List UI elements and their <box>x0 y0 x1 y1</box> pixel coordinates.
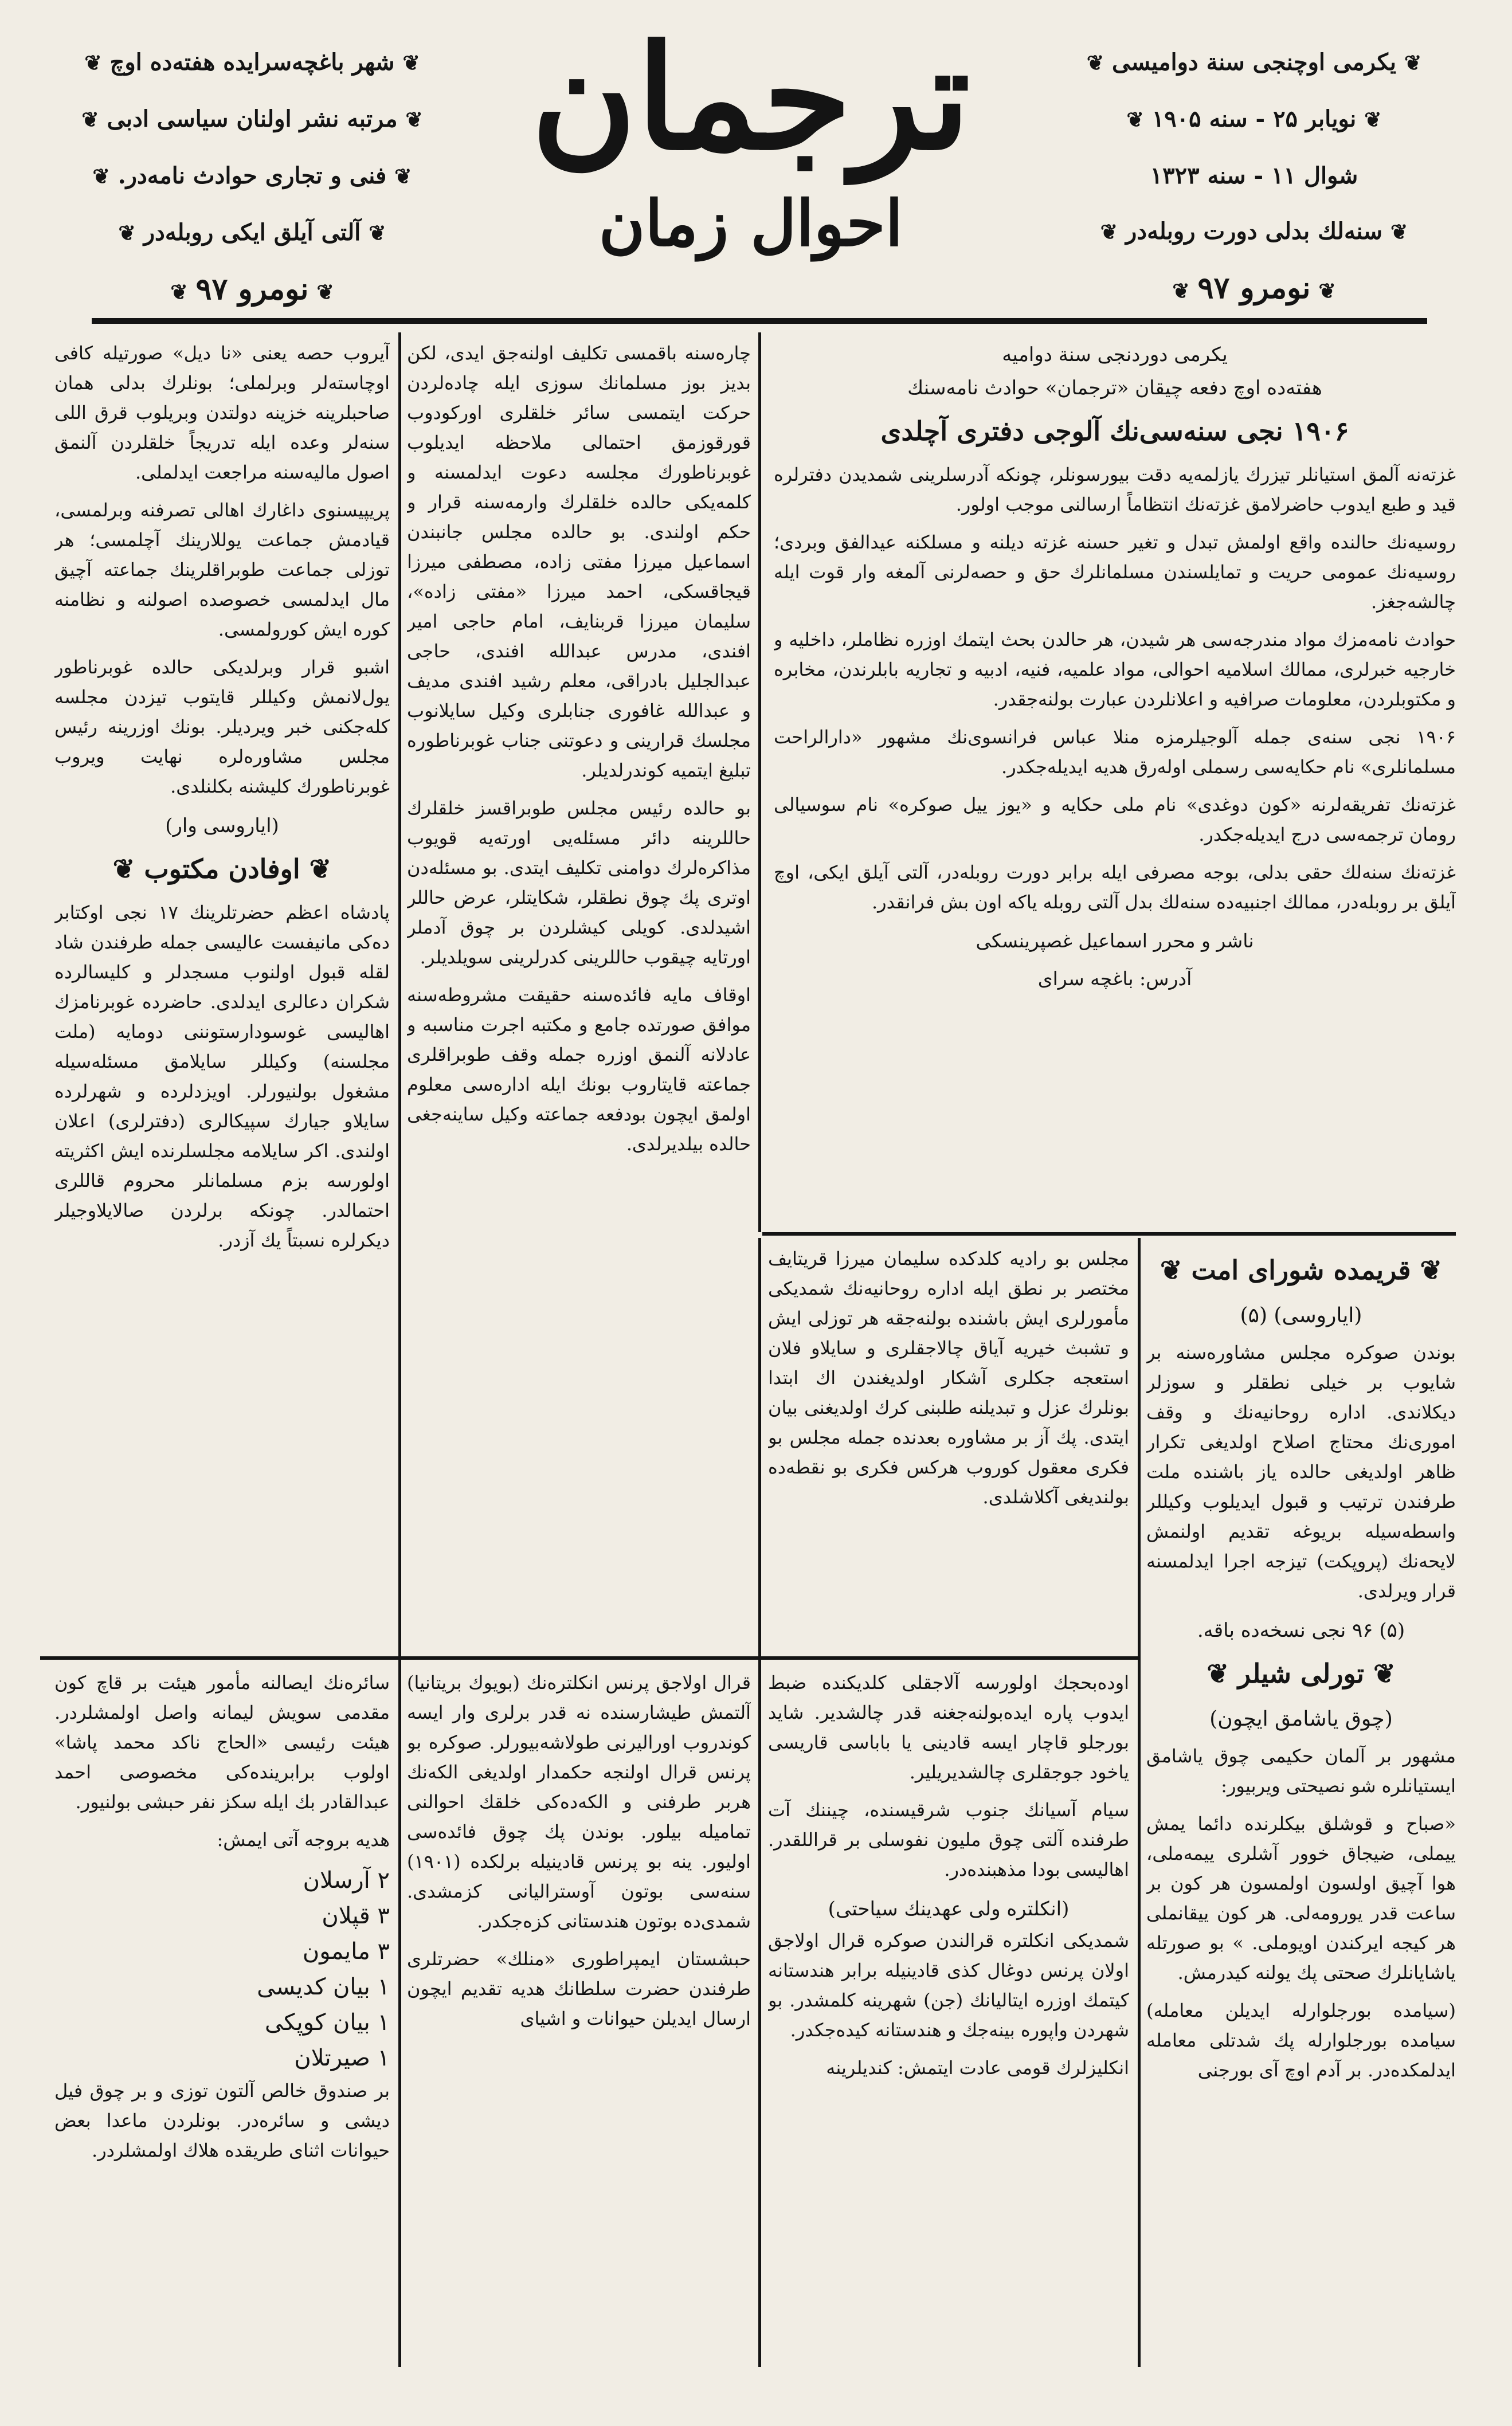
paragraph: انکلیزلرك قومی عادت ایتمش: کندیلرینه <box>826 2057 1129 2079</box>
paragraph: بوندن صوکره مجلس مشاوره‌سنه بر شایوب بر خیلی نطقلر و سوزلر دیکلاندی. اداره روحانیه‌نك و وقف اموری‌نك محتاج اصلاح اولدیغی تکرار ظاهر اولدیغی حالده یاز باشنده ملت طرفندن ترتیب و قبول ایدیلوب وکیللر واسطه‌سیله بریوغه تقدیم اولنمش لایحه‌نك (پروپکت) تیزجه اجرا ایدلمسنه قرار ویرلدی. <box>1146 1342 1456 1602</box>
ornament-icon: ❦ <box>1160 1255 1192 1285</box>
column-divider <box>758 332 761 1232</box>
paragraph: پریپیسنوی داغارك اهالی تصرفنه وبرلمسی، قیادمش جماعت یوللارینك آچلمسی؛ هر توزلی جماعت طوبراقلرینك جماعته آچیق مال ایدلمسی خصوصده اصولنه و نظامنه کوره ایش کورولمسی. <box>54 499 390 640</box>
paragraph: مشهور بر آلمان حکیمی چوق یاشامق ایستیانلره شو نصیحتی ویربیور: <box>1146 1745 1456 1797</box>
paragraph: هدیه بروجه آتی ایمش: <box>217 1829 390 1851</box>
column-divider <box>1138 1238 1141 2367</box>
address-line: آدرس: باغچه سرای <box>1037 967 1192 990</box>
newspaper-subtitle: احوال زمان <box>598 186 903 260</box>
masthead-left-line: ❦فنی و تجاری حوادث نامه‌در.❦ <box>34 148 470 205</box>
masthead-right-line: ❦نویابر ۲۵ - سنه ۱۹۰۵❦ <box>1036 91 1472 148</box>
list-item: ۱ صیرتلان <box>294 2045 390 2071</box>
ornament-icon: ❦ <box>118 221 136 245</box>
continued-note: (ایاروسی وار) <box>165 814 279 837</box>
column-bottom-right <box>768 1668 1129 2361</box>
masthead-rule <box>92 318 1427 324</box>
masthead-title-block <box>504 11 997 264</box>
crimea-heading: ❦ قریمده شورای امت ❦ <box>1160 1255 1443 1285</box>
masthead-right-line: ❦سنه‌لك بدلی دورت روبله‌در❦ <box>1036 203 1472 260</box>
newspaper-title: ترجمان <box>531 13 971 182</box>
ornament-icon: ❦ <box>300 853 332 884</box>
column-middle <box>407 338 751 1565</box>
paragraph: حبشستان ایمپراطوری «منلك» حضرتلری طرفندن حضرت سلطانك هدیه تقدیم ایچون ارسال ایدیلن حیوانات و اشیای <box>407 1948 751 2029</box>
ornament-icon: ❦ <box>1086 51 1104 75</box>
list-item: ۳ مایمون <box>302 1938 390 1965</box>
paragraph: سائره‌نك ایصالنه مأمور هیئت بر قاچ کون مقدمی سویش لیمانه واصل اولمشلردر. هیئت رئیسی «الحاج ناكد محمد پاشا» اولوب برابرینده‌کی مخصوصی احمد عبدالقادر بك ایله سکز نفر حبشی بولنیور. <box>54 1672 390 1813</box>
masthead-left <box>34 34 470 320</box>
column-announcement <box>774 338 1456 1226</box>
list-item: ۱ بیان کوپکی <box>265 2009 390 2036</box>
masthead-left-line: ❦شهر باغچه‌سرایده هفته‌ده اوچ❦ <box>34 34 470 91</box>
paragraph: مجلس بو رادیه کلدکده سلیمان میرزا قریتایف مختصر بر نطق ایله اداره روحانیه‌نك شمدیکی مأمورلری ایش باشنده بولنه‌جقه هر توزلی ایش و تشبث خیریه آیاق چالاجقلری و سایلاو فلان استعجه جکلری آشکار اولدیغندن اك ابتدا بونلرك عزل و تبدیلنه طلبنی کرك اولدیغنی بیان ایتدی. پك آز بر مشاوره بعدنده جمله مجلس بو فکری معقول کوروب هرکس فکری بو نقطه‌ده بولندیغی آکلاشلدی. <box>768 1248 1129 1508</box>
ornament-icon: ❦ <box>112 853 144 884</box>
paragraph: سیام آسیانك جنوب شرقیسنده، چیننك آت طرفنده آلتی چوق ملیون نفوسلی بر قراللقدر. اهالیسی بودا مذهبنده‌در. <box>768 1799 1129 1880</box>
ornament-icon: ❦ <box>394 164 412 189</box>
section-rule <box>762 1232 1456 1236</box>
column-bottom-left <box>54 1668 390 2361</box>
ornament-icon: ❦ <box>1207 1658 1238 1689</box>
paragraph: حوادث نامه‌مزك مواد مندرجه‌سی هر شیدن، هر حالدن بحث ایتمك اوزره نظاملر، داخلیه و خارجیه خبرلری، ممالك اسلامیه احوالی، مواد علمیه، فنیه، ادبیه و تجاریه بابلرندن، مخابره و مکتوبلردن، معلومات صرافیه و اعلانلردن عبارت بولنه‌جقدر. <box>774 629 1456 710</box>
ornament-icon: ❦ <box>1411 1255 1443 1285</box>
ornament-icon: ❦ <box>1172 279 1190 303</box>
masthead-right-line: شوال ۱۱ - سنه ۱۳۲۳ <box>1150 162 1358 189</box>
ornament-icon: ❦ <box>170 280 188 304</box>
article-subheading: (انکلتره ولی عهدینك سیاحتی) <box>828 1898 1070 1921</box>
ornament-icon: ❦ <box>81 108 99 132</box>
ornament-icon: ❦ <box>92 164 110 189</box>
column-left <box>54 338 390 1651</box>
list-item: ۲ آرسلان <box>303 1867 390 1894</box>
paragraph: غزته‌نك تفریقه‌لرنه «کون دوغدی» نام ملی حکایه و «یوز ییل صوکره» نام سوسیالی رومان ترجمه‌سی درج ایدیله‌جکدر. <box>774 794 1456 845</box>
ornament-icon: ❦ <box>316 280 334 304</box>
footnote: (۵) ۹۶ نجی نسخه‌ده باقه. <box>1197 1619 1405 1642</box>
paragraph: ۱۹۰۶ نجی سنه‌ی جمله آلوجیلرمزه منلا عباس فرانسوی‌نك مشهور «دارالراحت مسلمانلری» نام حکایه‌سی رسملی اوله‌رق هدیه ایدیله‌جکدر. <box>774 726 1456 778</box>
paragraph: اوقاف مایه فائده‌سنه حقیقت مشروطه‌سنه موافق صورتده جامع و مکتبه اجرت مناسبه و عادلانه آلنمق اوزره جمله وقف طوبراقلری جماعته قایتاروب بونك ایله اداره‌سی معلوم اولمق ایچون بودفعه جماعته وکیل ساینه‌جغی حالده بیلدیرلدی. <box>407 984 751 1155</box>
announcement-line: هفته‌ده اوچ دفعه چیقان «ترجمان» حوادث نامه‌سنك <box>907 377 1322 399</box>
paragraph: قرال اولاجق پرنس انکلتره‌نك (بویوك بریتانیا) آلتمش طیشارسنده نه قدر برلری وار ایسه کوندروب اوراليرنی طولاشه‌بیورلر. صوکره بو پرنس قرال اولنجه حکمدار اولدیغی الکه‌نك هربر طرفنی و الکه‌ده‌کی خلقك احوالنی تمامیله بیلور. بوندن پك چوق فائده‌سی اولیور. ینه بو پرنس قادینیله برلکده (۱۹۰۱) سنه‌سی بوتون آوستراليانی کزمشدی. شمدی‌ده بوتون هندستانی کزه‌جکدر. <box>407 1672 751 1932</box>
paragraph: اشبو قرار وبرلدیکی حالده غوبرناطور یول‌لانمش وکیللر قایتوب تیزدن مجلسه کله‌جکنی خبر ویردیلر. بونك اوزرینه رئیس مجلس مشاوره‌لره نهایت ویروب غوبرناطورك کلیشنه بکلنلدی. <box>54 656 390 797</box>
masthead-left-line: ❦آلتی آیلق ایکی روبله‌در❦ <box>34 205 470 261</box>
paragraph: شمدیکی انکلتره قرالندن صوکره قرال اولاجق اولان پرنس دوغال کذی قادینیله برابر هندستانه کیتمك اوزره ایتالیانك (جن) شهرینه کلمشدر. بو شهردن واپوره بینه‌جك و هندستانه کیده‌جکدر. <box>768 1930 1129 2041</box>
column-crimea <box>1146 1244 1456 2361</box>
paragraph: «صباح و قوشلق بیکلرنده دائما یمش ییملی، ضیجاق خوور آشلری ییمه‌ملی، هوا آچیق اولسون اولمسون هر کون بر ساعت قدر یورومه‌لی. هر کون ییقانملی هر کیجه ایرکندن اویوملی. » بو صورتله یاشایانلرك صحتی پك یولنه کیدرمش. <box>1146 1813 1456 1984</box>
announcement-heading: ۱۹۰۶ نجی سنه‌سی‌نك آلوجی دفتری آچلدی <box>880 416 1349 446</box>
ornament-icon: ❦ <box>369 221 386 245</box>
list-item: ۳ قپلان <box>322 1903 390 1929</box>
paragraph: بر صندوق خالص آلتون توزی و بر چوق فیل دیشی و سائره‌در. بونلردن ماعدا بعض حیوانات اثنای طریقده هلاك اولمشلردر. <box>54 2080 390 2161</box>
ornament-icon: ❦ <box>1126 108 1144 132</box>
issue-number-left: ❦نومرو ۹۷❦ <box>34 261 470 320</box>
column-bottom-middle <box>407 1668 751 2361</box>
paragraph: روسیه‌نك حالنده واقع اولمش تبدل و تغیر حسنه غزته دیلنه و مسلکنه عیدالفق وبردی؛ روسیه‌نك عمومی حریت و تمایلسندن مسلمانلرك حق و حصه‌لرنی آلمغه وار قوت ایله چالشه‌جغز. <box>774 531 1456 613</box>
paragraph: آیروب حصه یعنی «نا دیل» صورتیله کافی اوچاسته‌لر وبرلملی؛ بونلرك بدلی همان صاحبلرینه خزینه دولتدن وبریلوب قرق اللی سنه‌لر وعده ایله تدریجاً خلقلردن آلنمق اصول ماليه‌سنه مراجعت ایدلملی. <box>54 342 390 483</box>
ornament-icon: ❦ <box>1390 220 1408 244</box>
ornament-icon: ❦ <box>405 108 423 132</box>
ornament-icon: ❦ <box>1318 279 1336 303</box>
column-divider <box>398 332 401 2367</box>
ornament-icon: ❦ <box>1364 1658 1396 1689</box>
masthead-right <box>1036 34 1472 319</box>
masthead-left-line: ❦مرتبه نشر اولنان سیاسی ادبی❦ <box>34 91 470 148</box>
announcement-line: یکرمی دوردنجی سنة دوامیه <box>1002 343 1228 366</box>
paragraph: غزته‌نك سنه‌لك حقی بدلی، بوجه مصرفی ایله برابر دورت روبله‌در، آلتی آیلق ایکی، اوچ آیلق بر روبله‌در، ممالك اجنبیه‌ده سنه‌لك بدل آلتی روبله یاکه اون بش فرانقدر. <box>774 861 1456 913</box>
list-item: ۱ بیان کدیسی <box>257 1974 390 2000</box>
ornament-icon: ❦ <box>1100 220 1118 244</box>
ornament-icon: ❦ <box>402 51 420 75</box>
issue-number-right: ❦نومرو ۹۷❦ <box>1036 260 1472 319</box>
masthead-right-line: ❦یکرمی اوچنجی سنة دوامیسی❦ <box>1036 34 1472 91</box>
paragraph: غزته‌نه آلمق استیانلر تیزرك یازلمه‌یه دقت بیورسونلر، چونکه آدرسلرینی شمدیدن دفترلره قید و طبع ایدوب حاضرلامق غزته‌نك انتظاماً ارسالنی موجب اولور. <box>774 464 1456 515</box>
paragraph: بو حالده رئیس مجلس طوبراقسز خلقلرك حاللرینه دائر مسئله‌یی اورته‌یه قویوب مذاکره‌لرك دوامنی تکلیف ایتدی. بو مسئله‌دن اوتری پك چوق نطقلر، شکایتلر، عرض حاللر اشیدلدی. کویلی کیشلردن بر چوق آدملر اورتایه چیقوب حاللرینی کدرلرینی سویلدیلر. <box>407 797 751 968</box>
crimea-subheading: (ایاروسی) (۵) <box>1240 1304 1362 1327</box>
publisher-line: ناشر و محرر اسماعیل غصپرینسکی <box>976 930 1254 952</box>
column-assembly <box>768 1244 1129 1673</box>
ornament-icon: ❦ <box>84 51 102 75</box>
letter-heading: ❦ اوفادن مکتوب ❦ <box>112 853 332 884</box>
misc-heading: ❦ تورلی شیلر ❦ <box>1207 1658 1396 1689</box>
section-rule <box>40 1656 1138 1660</box>
paragraph: اوده‌بحجك اولورسه آلاجقلی کلدیکنده ضبط ایدوب پاره ایده‌بولنه‌جغنه قدر چالشدیر. شاید بورجلو قاچار ایسه قادینی یا باباسی قاریسی یاخود جوجقلری چالشدیریلیر. <box>768 1672 1129 1783</box>
column-divider <box>758 1238 761 2367</box>
ornament-icon: ❦ <box>1364 108 1382 132</box>
paragraph: پادشاه اعظم حضرتلرینك ۱۷ نجی اوکتابر ده‌کی مانیفست عالیسی جمله طرفندن شاد لقله قبول اولنوب مسجدلر و کلیسالرده شکران دعالری ایدلدی. حاضرده غوبرنامزك اهالیسی غوسودارستوننی دومایه (ملت مجلسنه) وکیللر سایلامق مسئله‌سیله مشغول بولنیورلر. اویزدلرده و شهرلرده سایلاو جیارك سپیکالری (دفترلری) اعلان اولندی. اکر سایلامه مجلسلرنده ایش اکثریته اولورسه بزم مسلمانلر محروم قاللری احتمالدر. چونکه برلردن صالایلاوجیلر دیکرلره نسبتاً یك آزدر. <box>54 902 390 1251</box>
misc-subheading: (چوق یاشامق ایچون) <box>1209 1707 1393 1731</box>
paragraph: چاره‌سنه باقمسی تکلیف اولنه‌جق ایدی، لکن بدیز بوز مسلمانك سوزی ایله چاده‌لردن حرکت ایتمسی سائر خلقلری اوركودوب قورقوزمق احتمالی ملاحظه ایدیلوب غوبرناطورك مجلسه دعوت ایدلمسنه و کلمه‌یکی حالده خلقلرك وارمه‌سنه قرار و حکم اولندی. بو حالده مجلس جانبندن اسماعیل میرزا مفتی زاده، مصطفی میرزا قیجاقسکی، احمد میرزا «مفتی زاده»، سلیمان میرزا قربنایف، امام حاجی امیر افندی، مدرس عبدالله افندی، حاجی عبدالجلیل بادراقی، معلم رشید افندی مدیف و عبدالله غافوری جنابلری وکیل سایلانوب مجلسك قرارینی و دعوتنی جناب غوبرناطوره تبلیغ ایتمیه کوندرلدیلر. <box>407 342 751 781</box>
paragraph: (سیامده بورجلوارله ایدیلن معامله) سیامده بورجلوارله پك شدتلی معامله ایدلمکده‌در. بر آدم اوچ آی بورجنی <box>1146 2000 1456 2081</box>
ornament-icon: ❦ <box>1404 51 1422 75</box>
